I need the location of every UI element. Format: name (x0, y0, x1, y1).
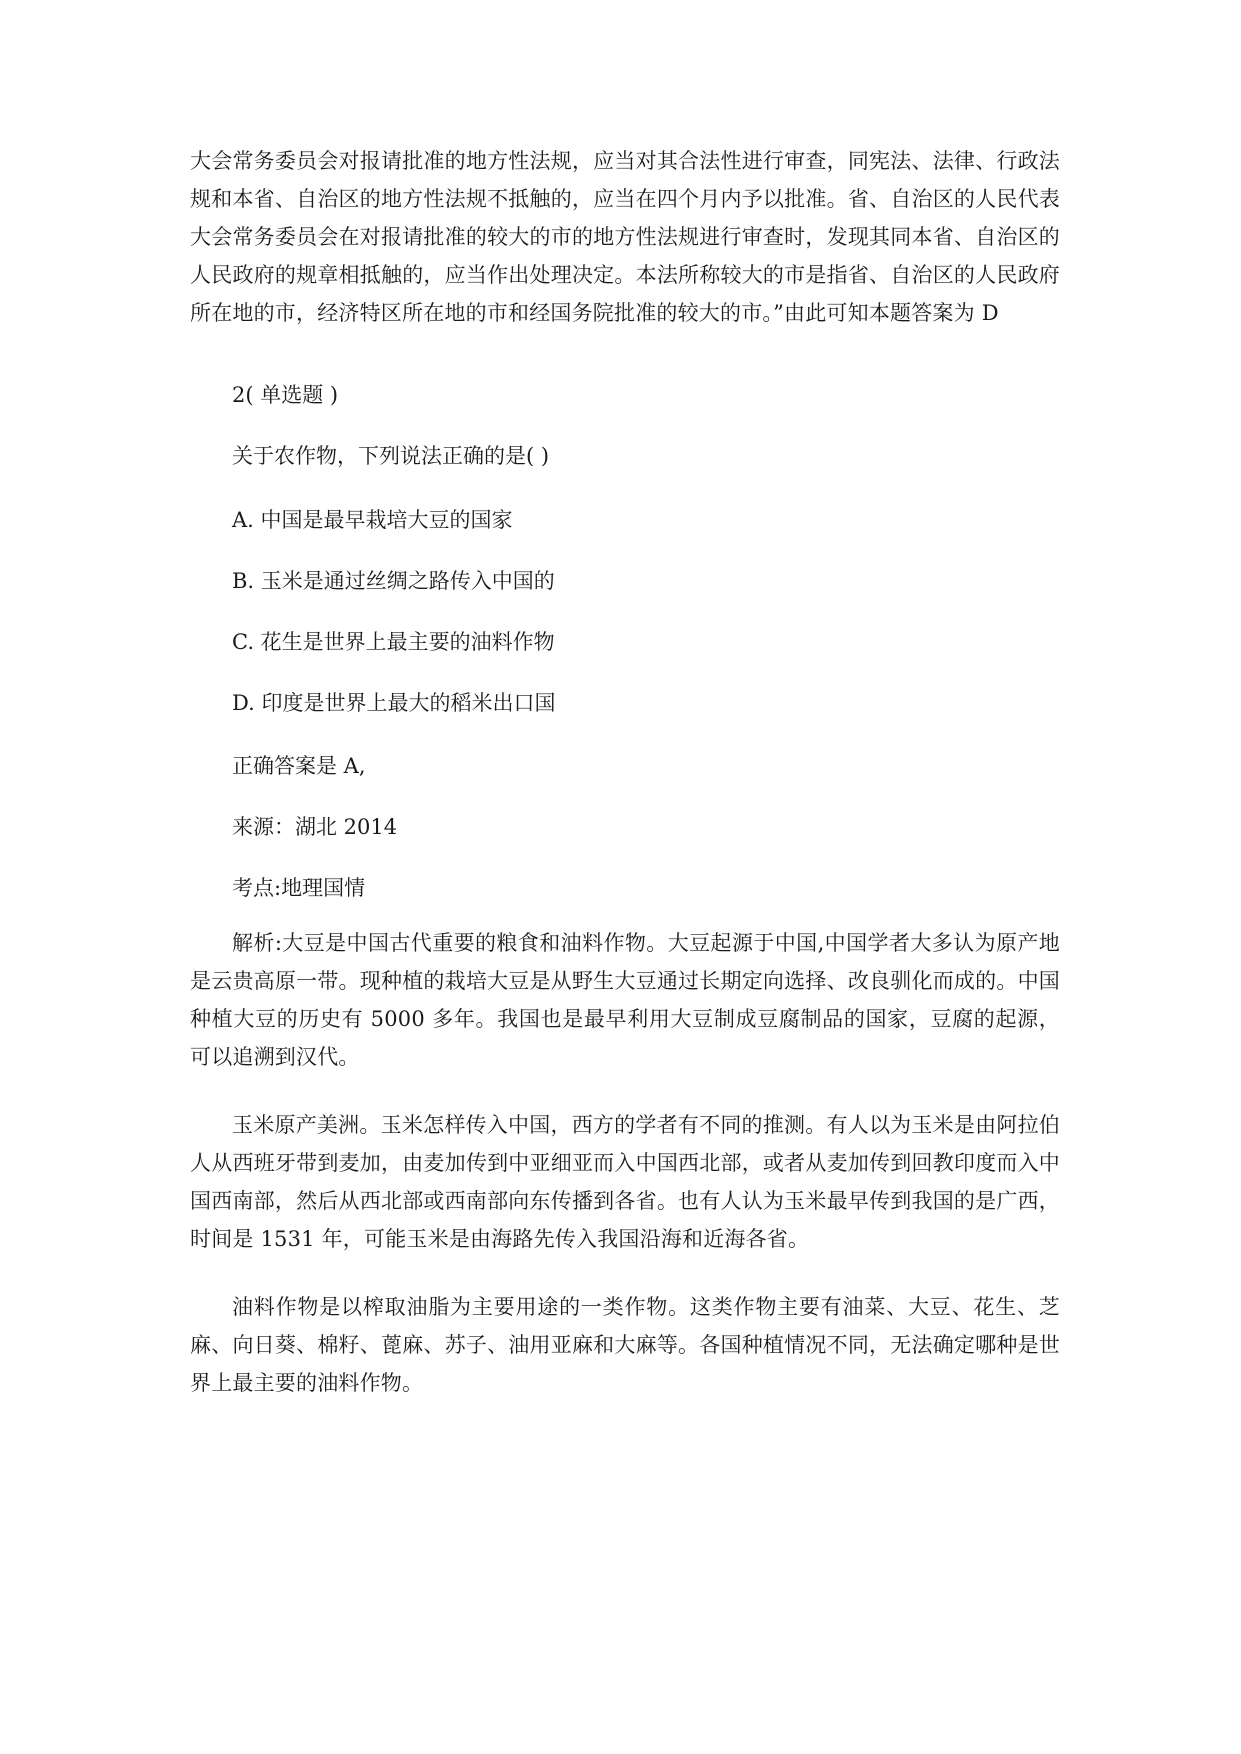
analysis-paragraph-soybean: 解析:大豆是中国古代重要的粮食和油料作物。大豆起源于中国,中国学者大多认为原产地是云贵高原一带。现种植的栽培大豆是从野生大豆通过长期定向选择、改良驯化而成的。中国种植大豆的历史有 5000 多年。我国也是最早利用大豆制成豆腐制品的国家，豆腐的起源，可以追溯到汉代。 (190, 931, 1060, 1069)
analysis-paragraph-corn: 玉米原产美洲。玉米怎样传入中国，西方的学者有不同的推测。有人以为玉米是由阿拉伯人从西班牙带到麦加，由麦加传到中亚细亚而入中国西北部，或者从麦加传到回教印度而入中国西南部，然后从西北部或西南部向东传播到各省。也有人认为玉米最早传到我国的是广西，时间是 1531 年，可能玉米是由海路先传入我国沿海和近海各省。 (190, 1113, 1060, 1251)
option-a: A. 中国是最早栽培大豆的国家 (232, 508, 513, 532)
option-c: C. 花生是世界上最主要的油料作物 (232, 630, 555, 654)
question-stem: 关于农作物，下列说法正确的是( ) (232, 444, 550, 468)
option-b: B. 玉米是通过丝绸之路传入中国的 (232, 569, 555, 593)
analysis-paragraph-oil-crops: 油料作物是以榨取油脂为主要用途的一类作物。这类作物主要有油菜、大豆、花生、芝麻、向日葵、棉籽、蓖麻、苏子、油用亚麻和大麻等。各国种植情况不同，无法确定哪种是世界上最主要的油料作物。 (190, 1295, 1060, 1395)
option-d: D. 印度是世界上最大的稻米出口国 (232, 691, 556, 715)
source-line: 来源：湖北 2014 (232, 815, 398, 839)
correct-answer: 正确答案是 A, (232, 754, 366, 778)
intro-paragraph: 大会常务委员会对报请批准的地方性法规，应当对其合法性进行审查，同宪法、法律、行政法规和本省、自治区的地方性法规不抵触的，应当在四个月内予以批准。省、自治区的人民代表大会常务委员会在对报请批准的较大的市的地方性法规进行审查时，发现其同本省、自治区的人民政府的规章相抵触的，应当作出处理决定。本法所称较大的市是指省、自治区的人民政府所在地的市，经济特区所在地的市和经国务院批准的较大的市。”由此可知本题答案为 D (190, 149, 1060, 325)
question-number-type: 2( 单选题 ) (232, 383, 339, 407)
topic-line: 考点:地理国情 (232, 876, 366, 900)
